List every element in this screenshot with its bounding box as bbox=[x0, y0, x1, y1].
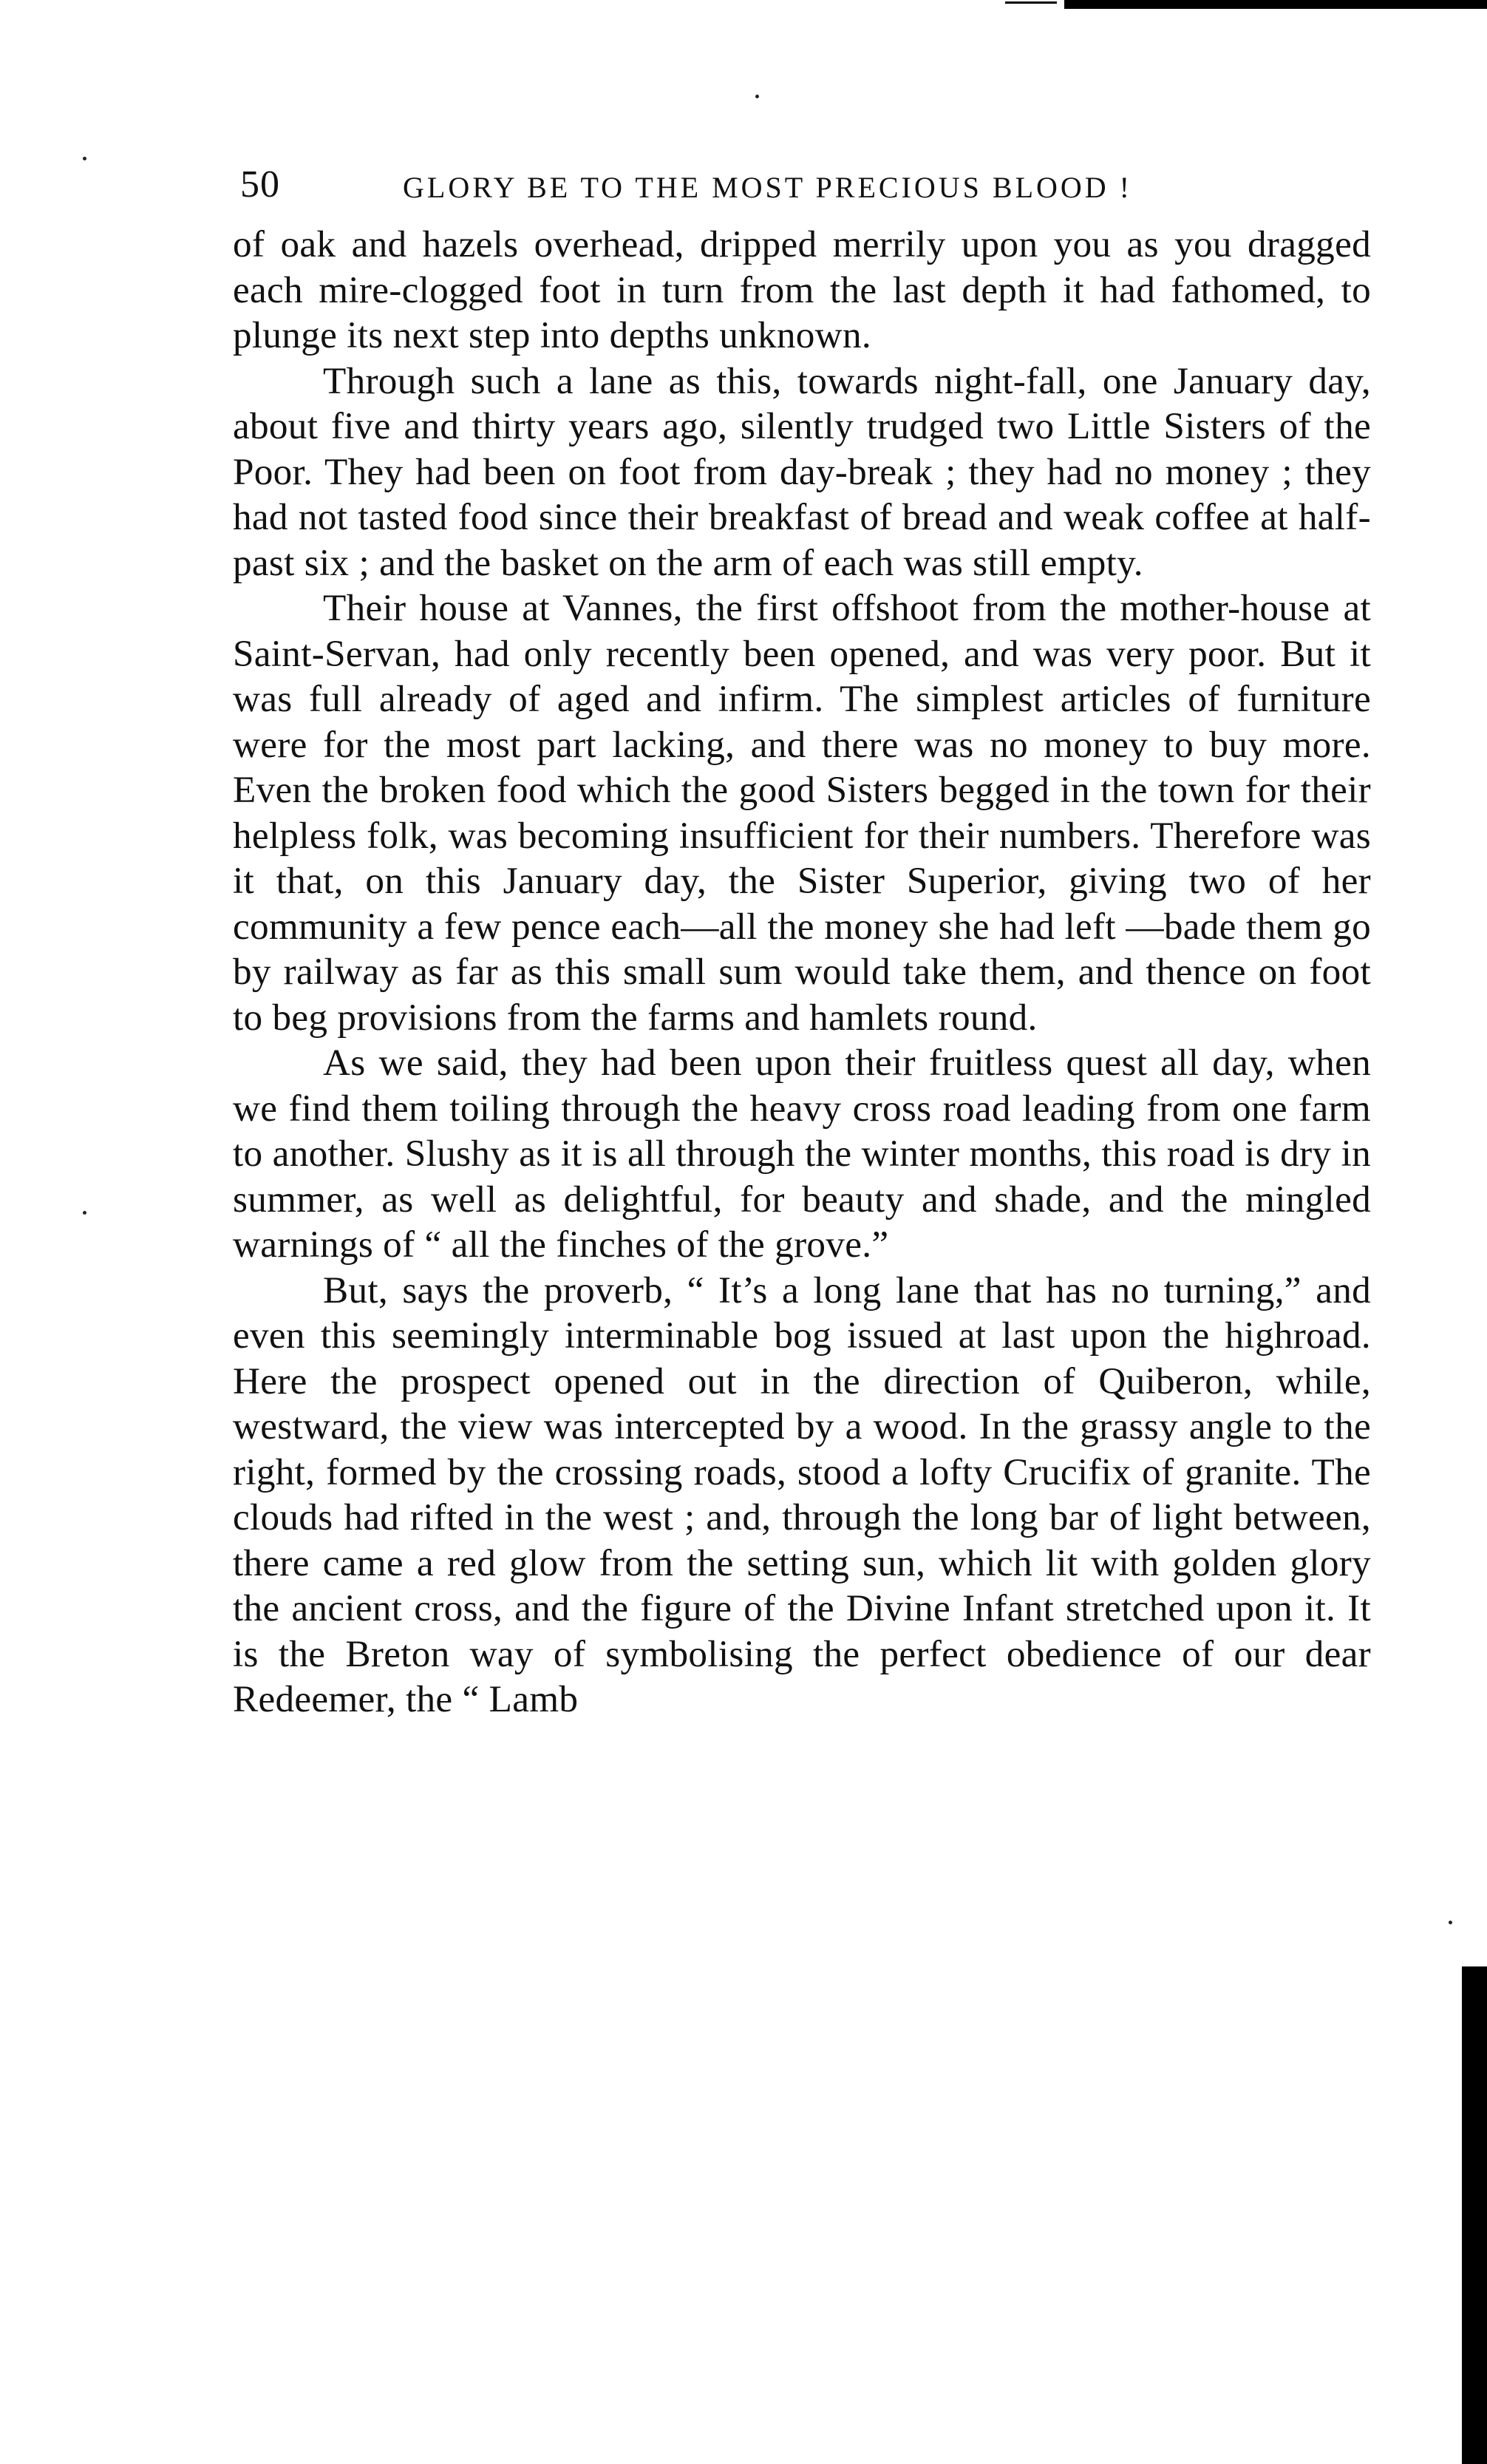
paragraph: As we said, they had been upon their fruitless quest all day, when we find them toiling through the heavy cross road leading from one farm to another. Slushy as it is all through the winter months, this road is dry in summer, as well as delightful, for beauty and shade, and the mingled warnings of “ all the finches of the grove.” bbox=[233, 1042, 1371, 1266]
paragraph: Their house at Vannes, the first offshoot from the mother-house at Saint-Servan, had only recently been opened, and was very poor. But it was full already of aged and infirm. The simplest articles of furniture were for the most part lacking, and there was no money to buy more. Even the broken food which the good Sisters begged in the town for their helpless folk, was becoming insufficient for their numbers. Therefore was it that, on this January day, the Sister Superior, giving two of her community a few pence each—all the money she had left —bade them go by railway as far as this small sum would take them, and thence on foot to beg provisions from the farms and hamlets round. bbox=[233, 587, 1371, 1039]
scan-border-top bbox=[1064, 0, 1487, 9]
book-page bbox=[233, 148, 1371, 1723]
scan-border-right bbox=[1462, 1966, 1487, 2464]
page-number: 50 bbox=[240, 163, 280, 206]
paragraph: Through such a lane as this, towards night-fall, one January day, about five and thirty years ago, silently trudged two Little Sisters of the Poor. They had been on foot from day-break ; they had no money ; they had not tasted food since their breakfast of bread and weak coffee at half-past six ; and the basket on the arm of each was still empty. bbox=[233, 359, 1371, 584]
running-head bbox=[233, 148, 1371, 222]
scan-speck bbox=[83, 1211, 86, 1215]
running-title: GLORY BE TO THE MOST PRECIOUS BLOOD ! bbox=[403, 171, 1132, 204]
body-text bbox=[233, 222, 1371, 1723]
scan-speck bbox=[1449, 1921, 1452, 1924]
scan-speck bbox=[83, 157, 86, 160]
paragraph: of oak and hazels overhead, dripped merrily upon you as you dragged each mire-clogged foot in turn from the last depth it had fathomed, to plunge its next step into depths unknown. bbox=[233, 223, 1371, 356]
scan-border-thin bbox=[1005, 1, 1057, 4]
paragraph: But, says the proverb, “ It’s a long lane that has no turning,” and even this seemingly interminable bog issued at last upon the highroad. Here the prospect opened out in the direction of Quiberon, while, westward, the view was intercepted by a wood. In the grassy angle to the right, formed by the crossing roads, stood a lofty Crucifix of granite. The clouds had rifted in the west ; and, through the long bar of light between, there came a red glow from the setting sun, which lit with golden glory the ancient cross, and the figure of the Divine Infant stretched upon it. It is the Breton way of symbolising the perfect obedience of our dear Redeemer, the “ Lamb bbox=[233, 1269, 1371, 1720]
scan-speck bbox=[755, 95, 759, 98]
